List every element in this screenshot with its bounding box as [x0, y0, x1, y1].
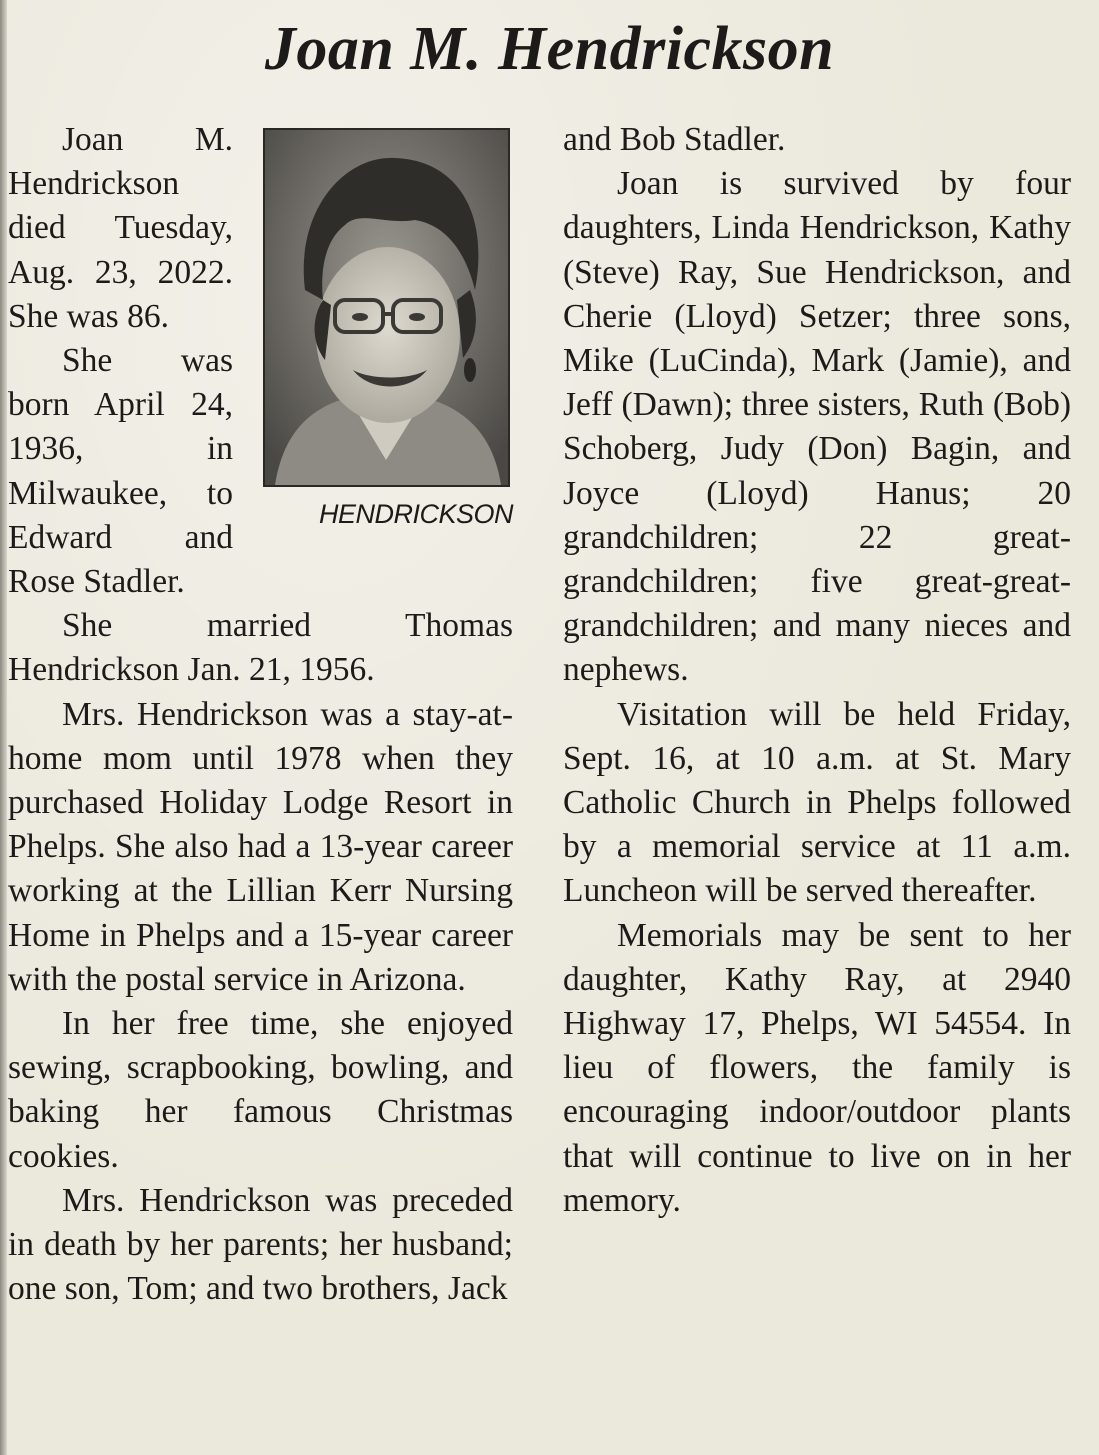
obituary-paragraph: Joan M. Hendrickson died Tuesday, Aug. 23, 2022. She was 86.: [8, 121, 233, 335]
page-edge-shadow: [0, 0, 7, 1455]
obituary-paragraph: Mrs. Hendrickson was preceded in death by her parents; her husband; one son, Tom; and two brothers, Jack: [8, 1181, 513, 1308]
obituary-headline: Joan M. Hendrickson: [264, 15, 835, 83]
obituary-paragraph: Visitation will be held Friday, Sept. 16, at 10 a.m. at St. Mary Catholic Church in Phelps followed by a memorial service at 11 a.m. Luncheon will be served thereafter.: [563, 695, 1071, 910]
obituary-paragraph: Memorials may be sent to her daughter, Kathy Ray, at 2940 Highway 17, Phelps, WI 54554. In lieu of flowers, the family is encouraging indoor/outdoor plants that will continue to live on in her memory.: [563, 916, 1071, 1219]
portrait-photo: [263, 128, 510, 487]
obituary-paragraph: Joan is survived by four daughters, Linda Hendrickson, Kathy (Steve) Ray, Sue Hendrickson, and Cherie (Lloyd) Setzer; three sons, Mike (LuCinda), Mark (Jamie), and Jeff (Dawn); three sisters, Ruth (Bob) Schoberg, Judy (Don) Bagin, and Joyce (Lloyd) Hanus; 20 grandchildren; 22 great-grandchildren; five great-great-grandchildren; and many nieces and nephews.: [563, 165, 1071, 689]
right-column: [563, 118, 1071, 1223]
obituary-paragraph: She married Thomas Hendrickson Jan. 21, 1956.: [8, 607, 513, 689]
obituary-paragraph: Mrs. Hendrickson was a stay-at-home mom until 1978 when they purchased Holiday Lodge Resort in Phelps. She also had a 13-year career working at the Lillian Kerr Nursing Home in Phelps and a 15-year career with the postal service in Arizona.: [8, 695, 513, 998]
portrait-illustration: [265, 130, 508, 485]
obituary-paragraph: and Bob Stadler.: [563, 121, 786, 158]
left-column: [8, 118, 513, 1311]
obituary-paragraph: In her free time, she enjoyed sewing, scrapbooking, bowling, and baking her famous Christmas cookies.: [8, 1005, 513, 1175]
obituary-paragraph: She was born April 24, 1936, in Milwaukee, to Edward and Rose Stadler.: [8, 342, 233, 601]
photo-caption: HENDRICKSON: [318, 499, 513, 529]
portrait-block: [263, 128, 513, 529]
